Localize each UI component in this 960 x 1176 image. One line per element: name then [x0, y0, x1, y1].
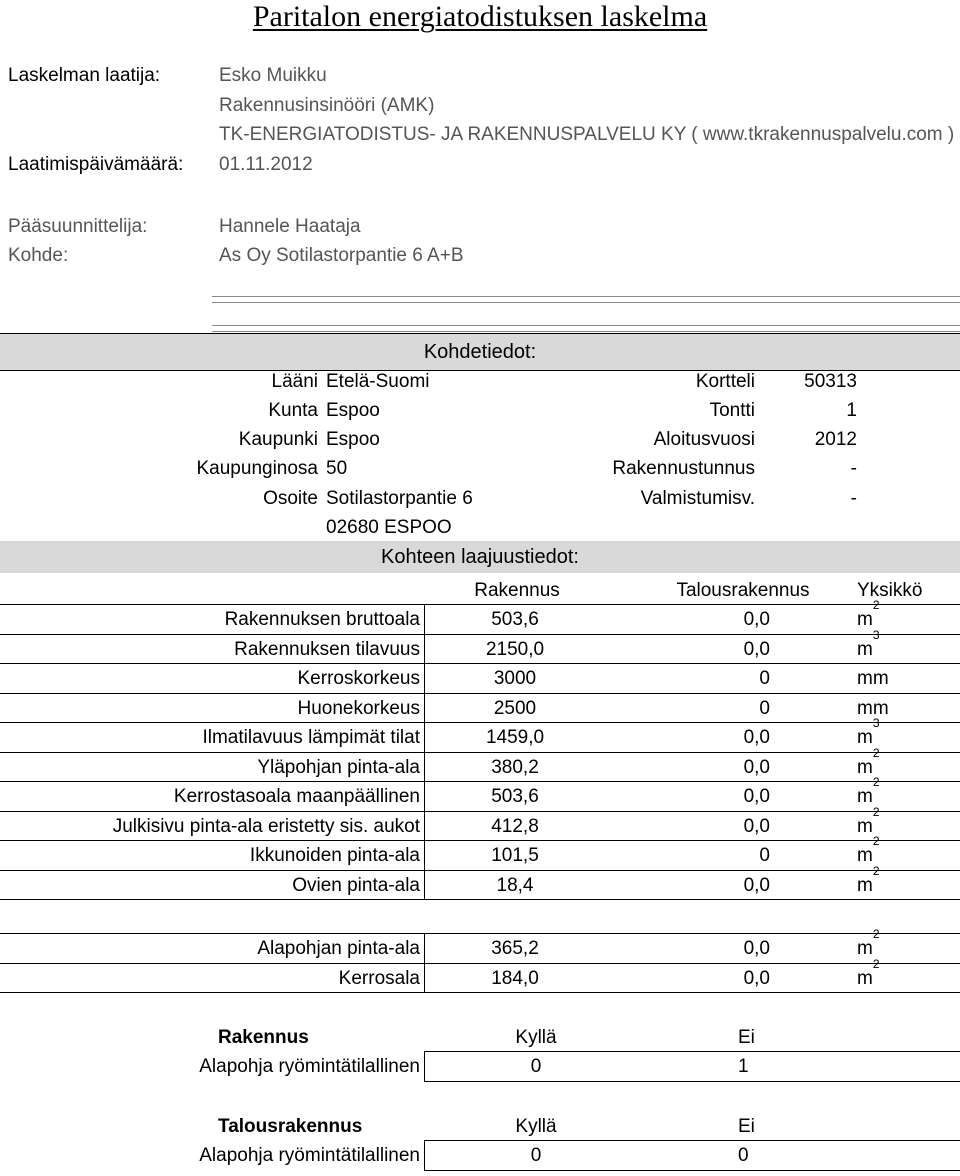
laajuus-talous-value: 0,0 [743, 727, 770, 748]
date-value: 01.11.2012 [219, 154, 313, 175]
laajuus-row [0, 716, 960, 752]
laajuus-talous-value: 0,0 [743, 816, 770, 837]
postal-row [0, 513, 960, 542]
laajuus-row [0, 864, 960, 900]
laajuus-unit: $m^2$ [857, 775, 880, 807]
kohde-label-2: Aloitusvuosi [653, 429, 755, 450]
rakennus-row-yes: 0 [530, 1056, 542, 1077]
kohde-label: Osoite [263, 488, 318, 509]
author-name: Esko Muikku [219, 65, 327, 86]
laajuus-label: Rakennuksen bruttoala [224, 609, 420, 630]
laajuus-talous-value: 0,0 [743, 757, 770, 778]
laajuus-row [0, 598, 960, 634]
laajuus-rakennus-value: 101,5 [491, 845, 539, 866]
laajuus-rakennus-value: 380,2 [491, 757, 539, 778]
kohde-row [0, 425, 960, 454]
kohde-value-2: 2012 [814, 429, 857, 450]
col-header-talousrakennus: Talousrakennus [676, 580, 810, 601]
target-label: Kohde: [8, 245, 69, 266]
date-label: Laatimispäivämäärä: [8, 154, 184, 175]
rakennus-heading-row [0, 1023, 960, 1052]
laajuus-talous-value: 0,0 [743, 968, 770, 989]
col-header-yksikko: Yksikkö [857, 580, 923, 601]
talous-heading-row [0, 1112, 960, 1141]
row-divider [424, 1170, 960, 1171]
kohde-label-2: Valmistumisv. [640, 488, 755, 509]
laajuus-label: Rakennuksen tilavuus [234, 639, 420, 660]
designer-label: Pääsuunnittelija: [8, 216, 148, 237]
kohde-value: Espoo [326, 429, 380, 450]
kohde-value: Espoo [326, 400, 380, 421]
laajuus-rakennus-value: 3000 [493, 668, 537, 689]
kohde-row [0, 484, 960, 513]
kohde-row [0, 367, 960, 396]
laajuus-rakennus-value: 1459,0 [485, 727, 545, 748]
laajuus-rakennus-value: 18,4 [496, 875, 534, 896]
kohde-value-2: - [850, 458, 857, 479]
laajuus-row [0, 805, 960, 841]
rakennus-row [0, 1052, 960, 1081]
laajuus-talous-value: 0,0 [743, 875, 770, 896]
kohde-label-2: Kortteli [695, 371, 755, 392]
kohde-row [0, 454, 960, 483]
laajuus-talous-value: 0 [759, 845, 770, 866]
talous-row-yes: 0 [530, 1145, 542, 1166]
kohde-label: Kaupunginosa [196, 458, 318, 479]
laajuus-row [0, 628, 960, 664]
laajuus-rakennus-value: 2500 [493, 698, 537, 719]
designer-name: Hannele Haataja [219, 216, 361, 237]
laajuus-row [0, 834, 960, 870]
kohde-value-2: 1 [846, 400, 857, 421]
laajuus-unit: mm [857, 668, 889, 689]
kohde-value-2: - [850, 488, 857, 509]
talous-row-label: Alapohja ryömintätilallinen [199, 1145, 420, 1166]
rakennus-row-label: Alapohja ryömintätilallinen [199, 1056, 420, 1077]
kohde-label: Kunta [268, 400, 318, 421]
laajuus-unit: $m^2$ [857, 864, 880, 896]
section-heading-laajuus: Kohteen laajuustiedot: [0, 541, 960, 573]
laajuus-label: Alapohjan pinta-ala [257, 938, 420, 959]
laajuus-label: Ovien pinta-ala [292, 875, 420, 896]
laajuus-talous-value: 0,0 [743, 609, 770, 630]
laajuus-talous-value: 0,0 [743, 786, 770, 807]
rakennus-no-label: Ei [738, 1027, 755, 1048]
laajuus-talous-value: 0 [759, 668, 770, 689]
talous-yes-label: Kyllä [515, 1116, 557, 1137]
laajuus-unit: mm [857, 698, 889, 719]
laajuus-row [0, 746, 960, 782]
author-title: Rakennusinsinööri (AMK) [219, 95, 435, 116]
talous-no-label: Ei [738, 1116, 755, 1137]
target-name: As Oy Sotilastorpantie 6 A+B [219, 245, 464, 266]
column-header-row [0, 576, 960, 605]
laajuus-talous-value: 0 [759, 698, 770, 719]
laajuus-label: Kerrostasoala maanpäällinen [173, 786, 420, 807]
kohde-value: Sotilastorpantie 6 [326, 488, 473, 509]
author-company: TK-ENERGIATODISTUS- JA RAKENNUSPALVELU KY ( www.tkrakennuspalvelu.com ) [219, 124, 955, 145]
laajuus-unit: $m^2$ [857, 598, 880, 630]
kohde-value: Etelä-Suomi [326, 371, 430, 392]
laajuus-rakennus-value: 365,2 [491, 938, 539, 959]
laajuus-label: Julkisivu pinta-ala eristetty sis. aukot [112, 816, 420, 837]
laajuus-label: Huonekorkeus [297, 698, 420, 719]
talous-row [0, 1141, 960, 1170]
laajuus-rakennus-value: 503,6 [491, 609, 539, 630]
laajuus-row [0, 775, 960, 811]
laajuus-talous-value: 0,0 [743, 938, 770, 959]
laajuus-rakennus-value: 503,6 [491, 786, 539, 807]
laajuus-unit: $m^2$ [857, 805, 880, 837]
kohde-value: 50 [326, 458, 348, 479]
kohde-value-2: 50313 [804, 371, 857, 392]
laajuus-row [0, 957, 960, 993]
row-divider [424, 1081, 960, 1082]
laajuus-label: Yläpohjan pinta-ala [257, 757, 420, 778]
laajuus-row [0, 694, 960, 723]
laajuus-label: Ilmatilavuus lämpimät tilat [202, 727, 420, 748]
author-label: Laskelman laatija: [8, 65, 161, 86]
laajuus-row [0, 927, 960, 963]
rakennus-row-no: 1 [738, 1056, 749, 1077]
laajuus-unit: $m^2$ [857, 957, 880, 989]
double-rule [212, 325, 960, 332]
laajuus-rakennus-value: 412,8 [491, 816, 539, 837]
double-rule [212, 296, 960, 303]
laajuus-label: Kerrosala [338, 968, 420, 989]
laajuus-rakennus-value: 2150,0 [485, 639, 545, 660]
laajuus-label: Ikkunoiden pinta-ala [249, 845, 420, 866]
laajuus-talous-value: 0,0 [743, 639, 770, 660]
col-header-rakennus: Rakennus [474, 580, 560, 601]
laajuus-row [0, 664, 960, 693]
kohde-label: Lääni [271, 371, 318, 392]
talous-row-no: 0 [738, 1145, 749, 1166]
section-heading-kohdetiedot: Kohdetiedot: [0, 333, 960, 371]
laajuus-unit: $m^2$ [857, 746, 880, 778]
laajuus-rakennus-value: 184,0 [491, 968, 539, 989]
laajuus-unit: $m^3$ [857, 716, 880, 748]
kohde-label-2: Rakennustunnus [612, 458, 755, 479]
rakennus-heading: Rakennus [218, 1027, 309, 1048]
laajuus-label: Kerroskorkeus [297, 668, 420, 689]
laajuus-unit: $m^3$ [857, 628, 880, 660]
laajuus-unit: $m^2$ [857, 927, 880, 959]
postal-code: 02680 ESPOO [326, 517, 452, 538]
kohde-label: Kaupunki [238, 429, 318, 450]
laajuus-unit: $m^2$ [857, 834, 880, 866]
talous-heading: Talousrakennus [218, 1116, 363, 1137]
kohde-row [0, 396, 960, 425]
page-title: Paritalon energiatodistuksen laskelma [252, 0, 708, 33]
rakennus-yes-label: Kyllä [515, 1027, 557, 1048]
kohde-label-2: Tontti [709, 400, 755, 421]
